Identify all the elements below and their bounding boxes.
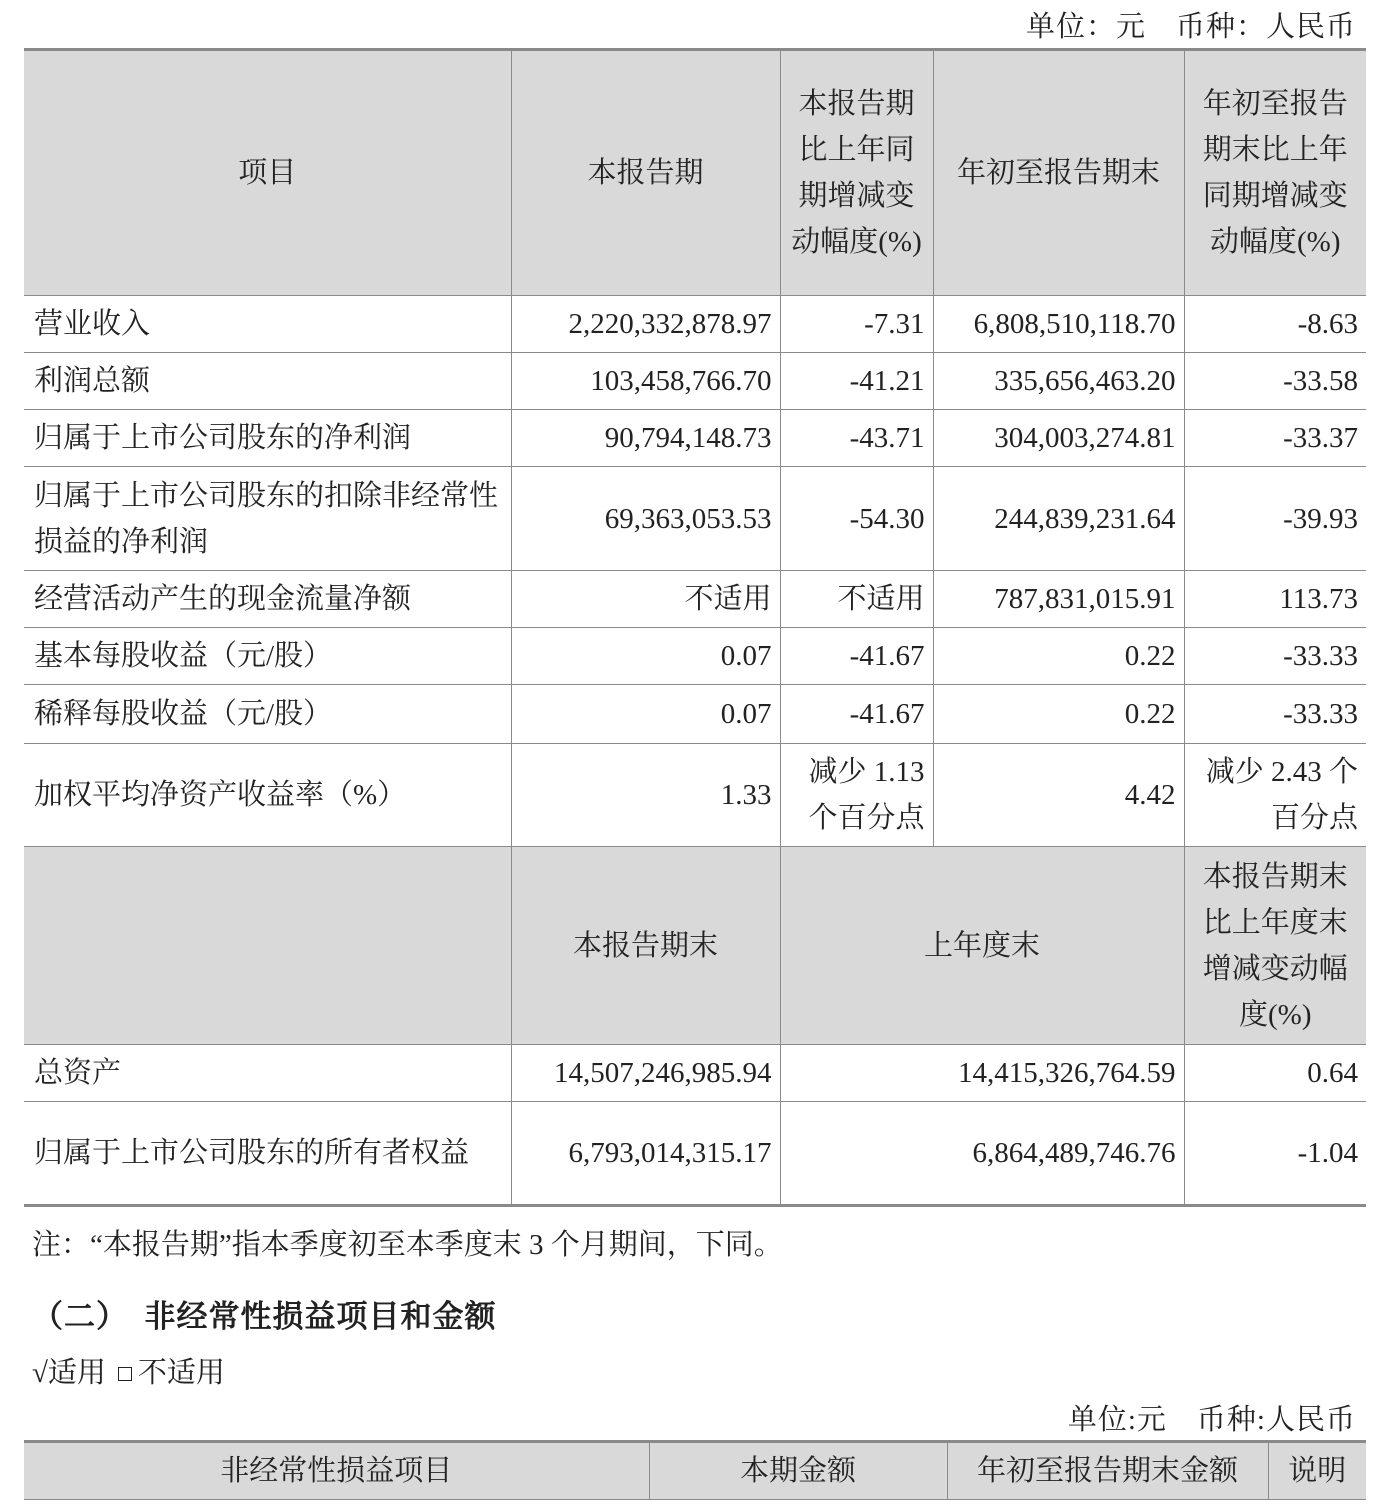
cell-prior-year-end: 14,415,326,764.59: [780, 1045, 1184, 1102]
row-label: 归属于上市公司股东的扣除非经常性损益的净利润: [24, 467, 511, 571]
unit-currency-label: 单位：元 币种：人民币: [1025, 11, 1356, 43]
section-heading: （二） 非经常性损益项目和金额: [32, 1299, 497, 1334]
cell-current-change: -41.67: [780, 685, 933, 744]
cell-ytd: 0.22: [933, 628, 1184, 685]
not-applies-label: 不适用: [137, 1357, 225, 1389]
cell-balance-change: 0.64: [1184, 1045, 1366, 1102]
header-item: 非经常性损益项目: [24, 1442, 649, 1500]
row-label: 基本每股收益（元/股）: [24, 628, 511, 685]
table-row: [24, 1102, 1366, 1206]
header-current-change: 本报告期比上年同期增减变动幅度(%): [780, 50, 933, 296]
header-balance-change: 本报告期末比上年度末增减变动幅度(%): [1184, 847, 1366, 1045]
row-label: 经营活动产生的现金流量净额: [24, 571, 511, 628]
cell-ytd-change: 113.73: [1184, 571, 1366, 628]
cell-current-change: 减少 1.13 个百分点: [780, 744, 933, 847]
cell-current-change: -41.67: [780, 628, 933, 685]
row-label: 稀释每股收益（元/股）: [24, 685, 511, 744]
row-label: 归属于上市公司股东的所有者权益: [24, 1102, 511, 1206]
cell-current: 0.07: [511, 628, 780, 685]
row-label: 利润总额: [24, 353, 511, 410]
cell-current-change: -41.21: [780, 353, 933, 410]
cell-ytd: 0.22: [933, 685, 1184, 744]
table-row: [24, 296, 1366, 353]
cell-current: 90,794,148.73: [511, 410, 780, 467]
cell-ytd: 787,831,015.91: [933, 571, 1184, 628]
row-label: 归属于上市公司股东的净利润: [24, 410, 511, 467]
row-label: 总资产: [24, 1045, 511, 1102]
table-row: [24, 744, 1366, 847]
table-footnote: 注：“本报告期”指本季度初至本季度末 3 个月期间，下同。: [32, 1229, 783, 1261]
cell-ytd: 335,656,463.20: [933, 353, 1184, 410]
header-current-amount: 本期金额: [649, 1442, 947, 1500]
header-ytd: 年初至报告期末: [933, 50, 1184, 296]
table-row: [24, 628, 1366, 685]
cell-ytd-change: 减少 2.43 个百分点: [1184, 744, 1366, 847]
cell-period-end: 6,793,014,315.17: [511, 1102, 780, 1206]
header-item: 项目: [24, 50, 511, 296]
unit-currency-label-2: 单位:元 币种:人民币: [1067, 1404, 1356, 1436]
cell-ytd-change: -39.93: [1184, 467, 1366, 571]
cell-ytd-change: -33.33: [1184, 685, 1366, 744]
cell-current: 0.07: [511, 685, 780, 744]
cell-ytd-change: -33.58: [1184, 353, 1366, 410]
non-recurring-items-table: [24, 1440, 1366, 1500]
header-current-period: 本报告期: [511, 50, 780, 296]
cell-current-change: -43.71: [780, 410, 933, 467]
header-ytd-change: 年初至报告期末比上年同期增减变动幅度(%): [1184, 50, 1366, 296]
header-ytd-amount: 年初至报告期末金额: [947, 1442, 1268, 1500]
applicability-line: [32, 1350, 225, 1391]
cell-period-end: 14,507,246,985.94: [511, 1045, 780, 1102]
cell-ytd-change: -33.37: [1184, 410, 1366, 467]
cell-current: 不适用: [511, 571, 780, 628]
cell-current-change: -7.31: [780, 296, 933, 353]
cell-ytd-change: -8.63: [1184, 296, 1366, 353]
row-label: 加权平均净资产收益率（%）: [24, 744, 511, 847]
cell-ytd: 304,003,274.81: [933, 410, 1184, 467]
cell-ytd: 244,839,231.64: [933, 467, 1184, 571]
financial-data-table: [24, 48, 1366, 1207]
cell-ytd: 6,808,510,118.70: [933, 296, 1184, 353]
cell-ytd: 4.42: [933, 744, 1184, 847]
header-prior-year-end: 上年度末: [780, 847, 1184, 1045]
header-notes: 说明: [1268, 1442, 1366, 1500]
cell-ytd-change: -33.33: [1184, 628, 1366, 685]
table-row: [24, 1045, 1366, 1102]
header-blank: [24, 847, 511, 1045]
table-row: [24, 353, 1366, 410]
table-row: [24, 467, 1366, 571]
table-header-row-balance: [24, 847, 1366, 1045]
cell-balance-change: -1.04: [1184, 1102, 1366, 1206]
cell-current: 2,220,332,878.97: [511, 296, 780, 353]
checkbox-icon: [118, 1367, 132, 1381]
cell-current: 69,363,053.53: [511, 467, 780, 571]
cell-current-change: 不适用: [780, 571, 933, 628]
cell-current: 1.33: [511, 744, 780, 847]
table-row: [24, 410, 1366, 467]
applies-label: √适用: [32, 1357, 106, 1389]
table-header-row: [24, 50, 1366, 296]
table-header-row: [24, 1442, 1366, 1500]
cell-current-change: -54.30: [780, 467, 933, 571]
table-row: [24, 571, 1366, 628]
table-row: [24, 685, 1366, 744]
header-period-end: 本报告期末: [511, 847, 780, 1045]
row-label: 营业收入: [24, 296, 511, 353]
cell-current: 103,458,766.70: [511, 353, 780, 410]
cell-prior-year-end: 6,864,489,746.76: [780, 1102, 1184, 1206]
